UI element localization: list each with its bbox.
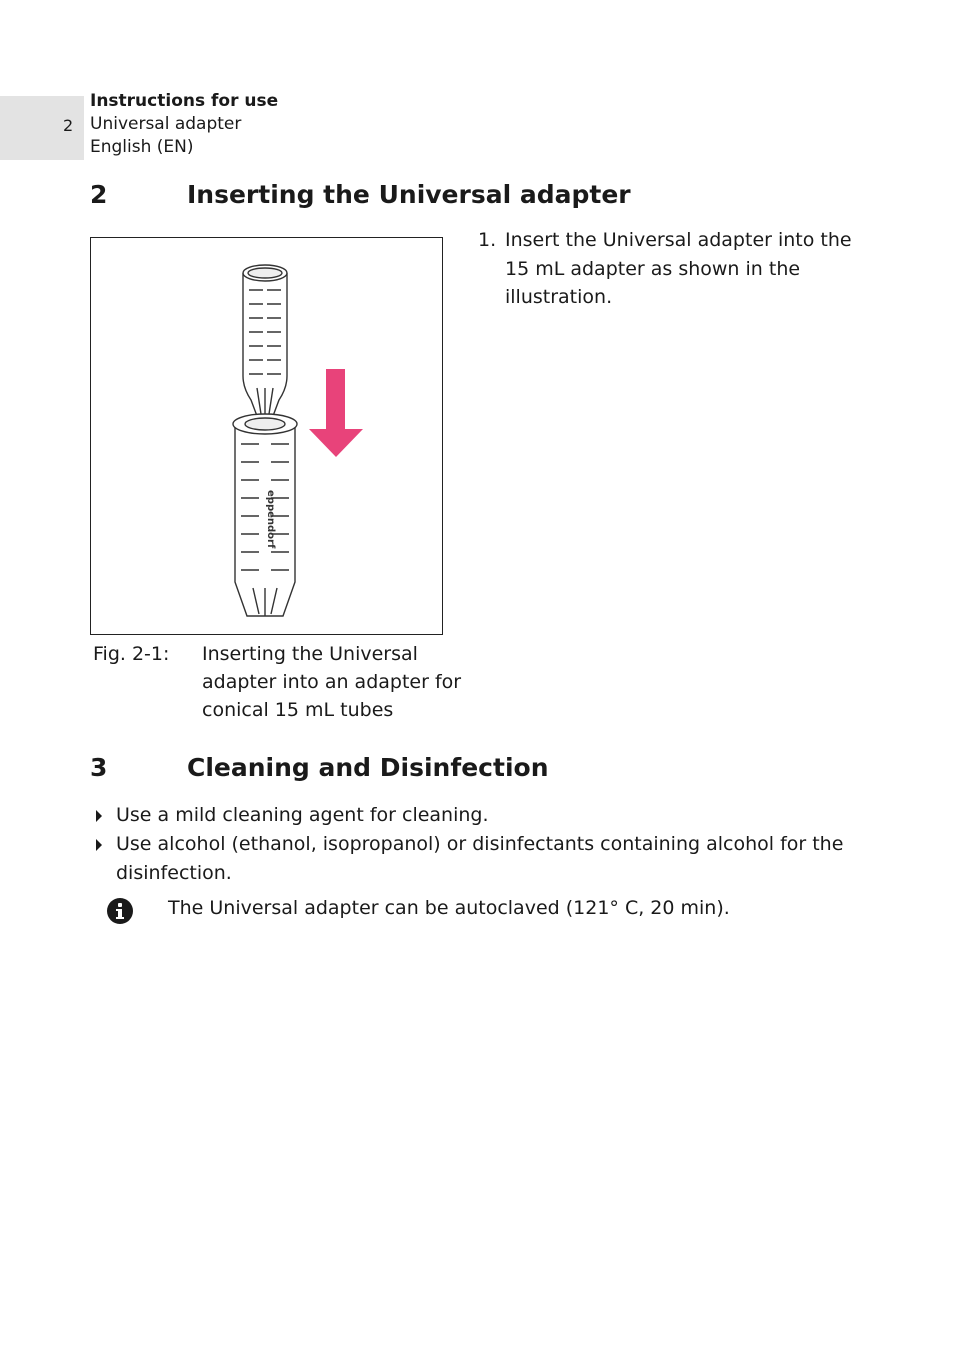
section-3-number: 3 [90,753,108,782]
step-text: Insert the Universal adapter into the 15 mL adapter as shown in the illustration. [505,229,852,308]
conical-tube-adapter-drawing [233,414,297,616]
header-product: Universal adapter [90,114,242,134]
info-note: The Universal adapter can be autoclaved (121° C, 20 min). [168,897,730,919]
header-title: Instructions for use [90,91,279,111]
figure-label: Fig. 2-1: [93,643,170,665]
brand-label: eppendorf [265,490,276,549]
step-number: 1. [478,229,497,251]
document-header [90,90,278,159]
universal-adapter-drawing [243,265,287,416]
figure-illustration [90,237,443,635]
adapter-illustration [91,238,444,636]
bullet-arrow-icon [96,810,102,822]
section-2-title: Inserting the Universal adapter [187,180,631,209]
section-3-title: Cleaning and Disinfection [187,753,549,782]
figure-caption-text: Inserting the Universal adapter into an adapter for conical 15 mL tubes [202,643,462,721]
info-icon [107,898,133,924]
bullet-text: Use alcohol (ethanol, isopropanol) or disinfectants containing alcohol for the disinfection. [116,833,844,884]
down-arrow-icon [309,369,363,457]
page-number: 2 [63,116,74,135]
bullet-text: Use a mild cleaning agent for cleaning. [116,804,489,826]
section-2-number: 2 [90,180,108,209]
bullet-arrow-icon [96,839,102,851]
header-language: English (EN) [90,137,194,157]
